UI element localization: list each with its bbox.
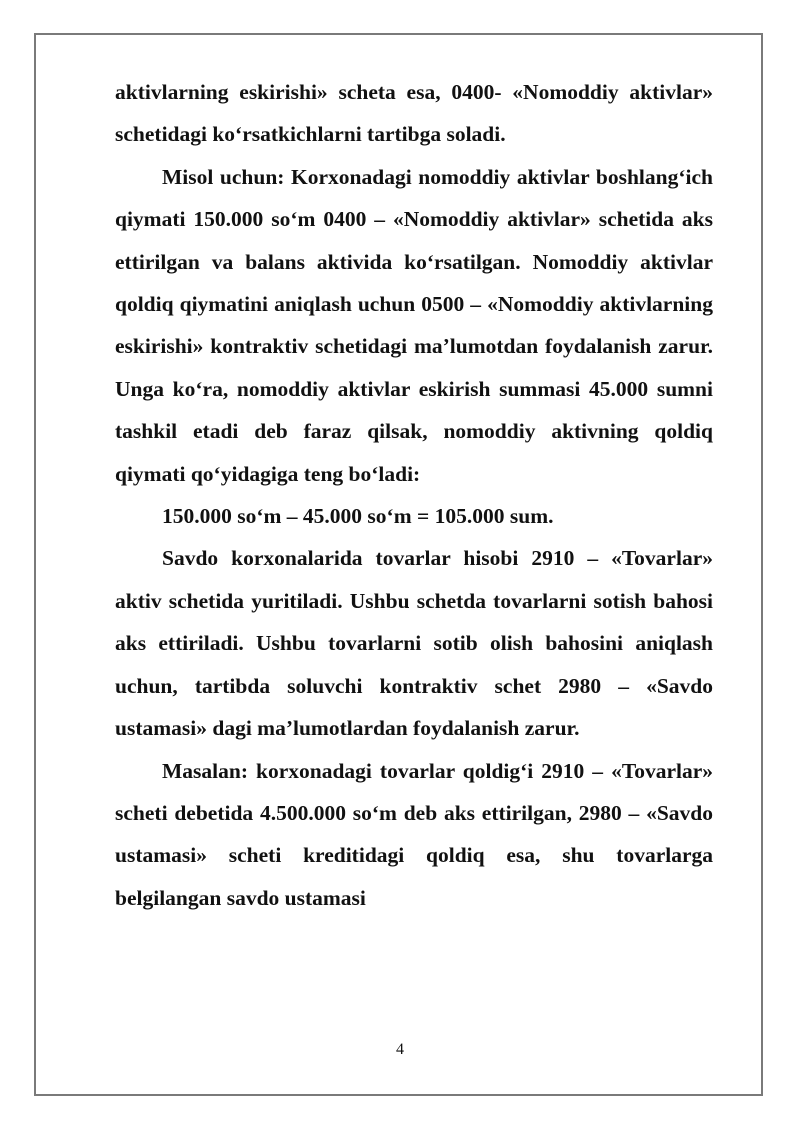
- paragraph-calculation: 150.000 so‘m – 45.000 so‘m = 105.000 sum.: [162, 504, 554, 529]
- paragraph-example-intangible: Misol uchun: Korxonadagi nomoddiy aktivlar boshlang‘ich qiymati 150.000 so‘m 0400 – «Nomoddiy aktivlar» schetida aks ettirilgan va balans aktivida ko‘rsatilgan. Nomoddiy aktivlar qoldiq qiymatini aniqlash uchun 0500 – «Nomoddiy aktivlarning eskirishi» kontraktiv schetidagi ma’lumotdan foydalanish zarur. Unga ko‘ra, nomoddiy aktivlar eskirish summasi 45.000 sumni tashkil etadi deb faraz qilsak, nomoddiy aktivning qoldiq qiymati qo‘yidagiga teng bo‘ladi:: [115, 164, 713, 486]
- paragraph-continuation: aktivlarning eskirishi» scheta esa, 0400- «Nomoddiy aktivlar» schetidagi ko‘rsatkichlarni tartibga soladi.: [115, 80, 713, 147]
- page-number: 4: [396, 1041, 404, 1058]
- paragraph-example-goods: Masalan: korxonadagi tovarlar qoldig‘i 2910 – «Tovarlar» scheti debetida 4.500.000 so‘m deb aks ettirilgan, 2980 – «Savdo ustamasi» scheti kreditidagi qoldiq esa, shu tovarlarga belgilangan savdo ustamasi: [115, 758, 713, 910]
- paragraph-trade-enterprises: Savdo korxonalarida tovarlar hisobi 2910 – «Tovarlar» aktiv schetida yuritiladi. Ushbu schetda tovarlarni sotish bahosi aks ettiriladi. Ushbu tovarlarni sotib olish bahosini aniqlash uchun, tartibda soluvchi kontraktiv schet 2980 – «Savdo ustamasi» dagi ma’lumotlardan foydalanish zarur.: [115, 546, 713, 741]
- document-body: [115, 71, 713, 919]
